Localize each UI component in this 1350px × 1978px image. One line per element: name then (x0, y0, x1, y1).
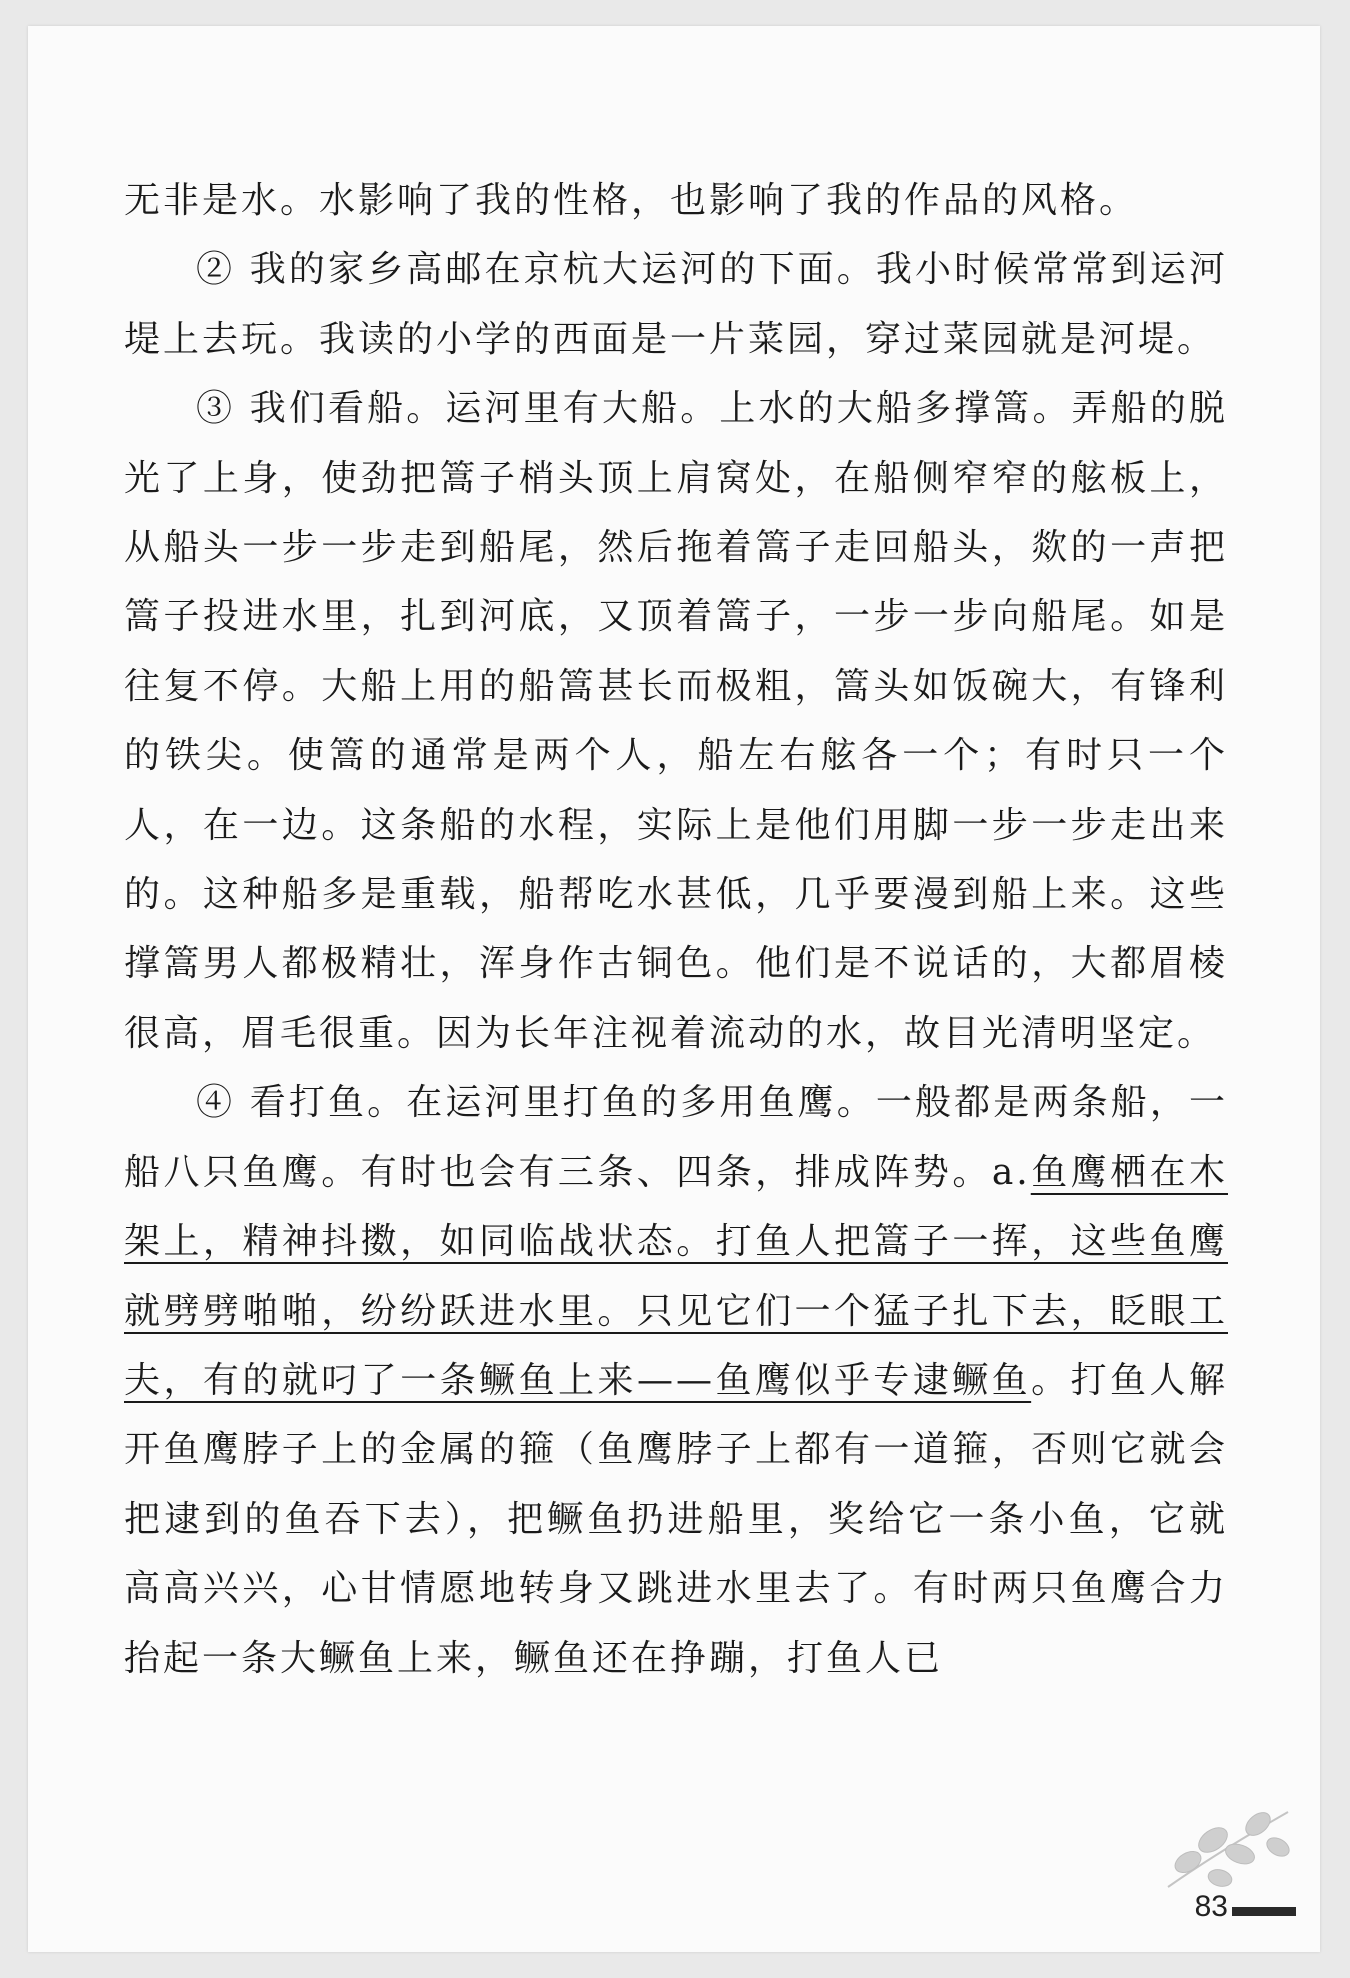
text-run: 。打鱼人解开鱼鹰脖子上的金属的箍（鱼鹰脖子上都有一道箍，否则它就会把逮到的鱼吞下去），把鳜鱼扔进船里，奖给它一条小鱼，它就高高兴兴，心甘情愿地转身又跳进水里去了。有时两只鱼鹰合力抬起一条大鳜鱼上来，鳜鱼还在挣蹦，打鱼人已 (124, 1359, 1228, 1679)
page-number-bar (1232, 1907, 1296, 1916)
paragraph-3 (124, 374, 1228, 1068)
page (28, 26, 1320, 1952)
text-run: 无非是水。水影响了我的性格，也影响了我的作品的风格。 (124, 180, 1139, 221)
text-run: ④ 看打鱼。在运河里打鱼的多用鱼鹰。一般都是两条船，一船八只鱼鹰。有时也会有三条、四条，排成阵势。a. (124, 1082, 1228, 1193)
text-run: ③ 我们看船。运河里有大船。上水的大船多撑篙。弄船的脱光了上身，使劲把篙子梢头顶上肩窝处，在船侧窄窄的舷板上，从船头一步一步走到船尾，然后拖着篙子走回船头，欻的一声把篙子投进水里，扎到河底，又顶着篙子，一步一步向船尾。如是往复不停。大船上用的船篙甚长而极粗，篙头如饭碗大，有锋利的铁尖。使篙的通常是两个人，船左右舷各一个；有时只一个人，在一边。这条船的水程，实际上是他们用脚一步一步走出来的。这种船多是重载，船帮吃水甚低，几乎要漫到船上来。这些撑篙男人都极精壮，浑身作古铜色。他们是不说话的，大都眉棱很高，眉毛很重。因为长年注视着流动的水，故目光清明坚定。 (124, 388, 1228, 1054)
body-text (124, 166, 1228, 1693)
text-run: ② 我的家乡高邮在京杭大运河的下面。我小时候常常到运河堤上去玩。我读的小学的西面是一片菜园，穿过菜园就是河堤。 (124, 249, 1228, 360)
page-number: 83 (1194, 1890, 1228, 1923)
paragraph-4 (124, 1068, 1228, 1693)
leaf-branch-icon (1158, 1792, 1298, 1902)
paragraph-1 (124, 166, 1228, 235)
paragraph-2 (124, 235, 1228, 374)
underlined-passage-a: 鱼鹰栖在木架上，精神抖擞，如同临战状态。打鱼人把篙子一挥，这些鱼鹰就劈劈啪啪，纷纷跃进水里。只见它们一个猛子扎下去，眨眼工夫，有的就叼了一条鳜鱼上来——鱼鹰似乎专逮鳜鱼 (124, 1151, 1228, 1401)
